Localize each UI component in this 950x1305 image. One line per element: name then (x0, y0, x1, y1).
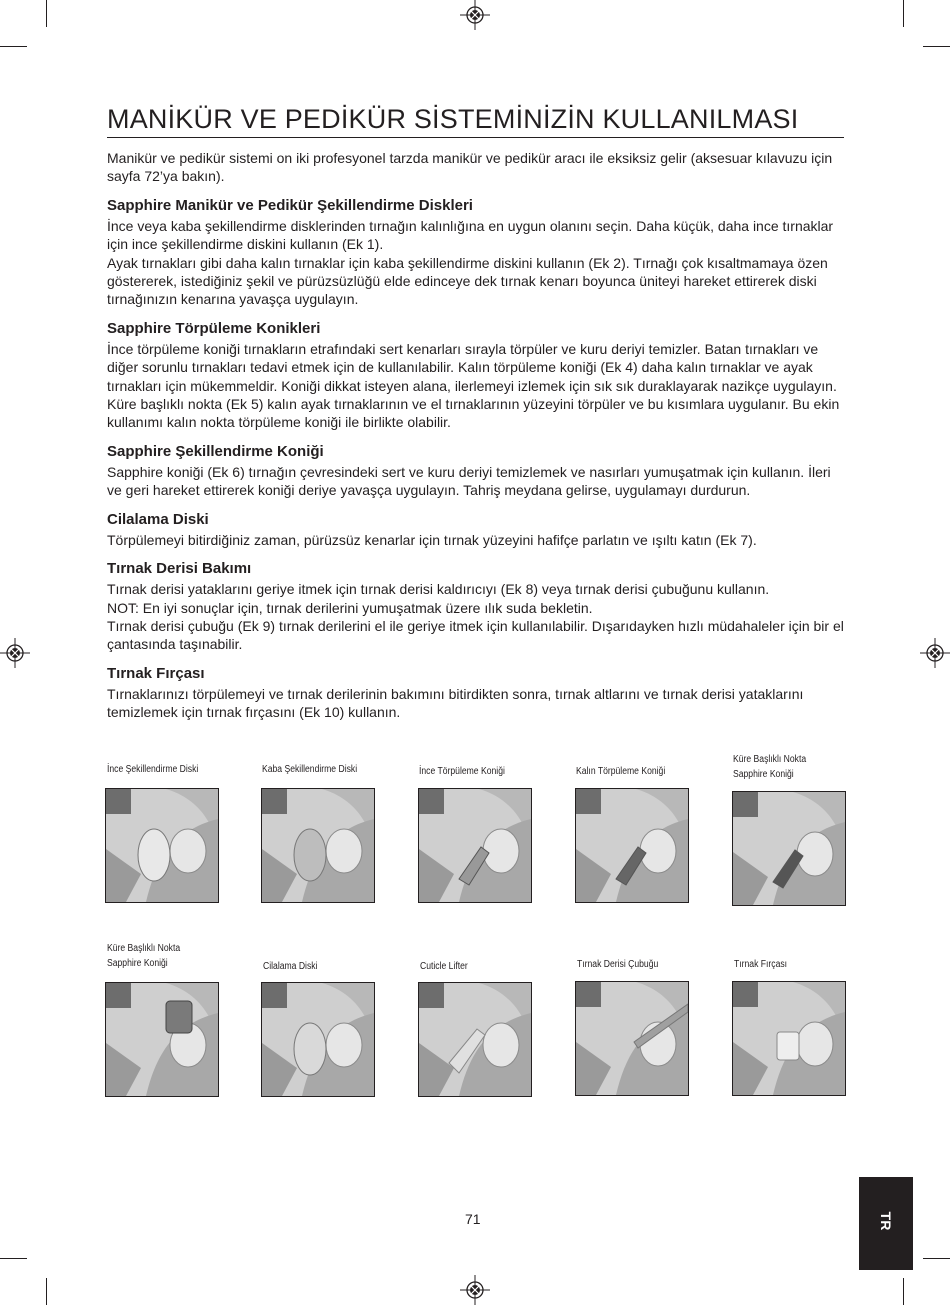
crop-mark (46, 0, 47, 27)
instructions-body (107, 149, 847, 722)
registration-mark-icon (460, 1275, 490, 1305)
figure-photo (105, 788, 219, 903)
section-heading-nail-brush: Tırnak Fırçası (107, 664, 205, 682)
figure-number-box (419, 983, 444, 1008)
crop-mark (46, 1278, 47, 1305)
figure-number-box (733, 982, 758, 1007)
language-tab (859, 1177, 913, 1270)
figure-number-box (419, 789, 444, 814)
figure-photo (261, 982, 375, 1097)
figure-number-box (733, 792, 758, 817)
registration-mark-icon (460, 0, 490, 30)
figure-photo (575, 981, 689, 1096)
section-paragraph: Tırnak derisi çubuğu (Ek 9) tırnak derilerini el ile geriye itmek için kullanılabilir. Dışarıdayken hızlı müdahaleler için bir el çantasında taşınabilir. (107, 617, 844, 653)
figure-photo (105, 982, 219, 1097)
figure-caption: Küre Başlıklı Nokta Sapphire Koniği (107, 943, 181, 969)
section-paragraph: İnce veya kaba şekillendirme disklerinden tırnağın kalınlığına en uygun olanını seçin. Daha küçük, daha ince tırnaklar için ince şekillendirme diskini kullanın (Ek 1). (107, 217, 834, 253)
page-number: 71 (465, 1211, 481, 1227)
figure-caption: Küre Başlıklı Nokta Sapphire Koniği (733, 754, 807, 780)
title-divider (107, 137, 844, 138)
section-heading-cuticle-care: Tırnak Derisi Bakımı (107, 560, 252, 578)
section-paragraph: Sapphire koniği (Ek 6) tırnağın çevresindeki sert ve kuru deriyi temizlemek ve nasırları yumuşatmak için kullanın. İleri ve geri hareket ettirerek koniği deriye yavaşça uygulayın. Tahriş meydana gelirse, uygulamayı durdurun. (107, 463, 831, 499)
figure-photo (418, 788, 532, 903)
figure-caption: Cuticle Lifter (420, 961, 468, 972)
figure-caption: Kaba Şekillendirme Diski (262, 764, 358, 775)
section-heading-shaping-cone: Sapphire Şekillendirme Koniği (107, 442, 324, 460)
page-title: MANİKÜR VE PEDİKÜR SİSTEMİNİZİN KULLANILMASI (107, 104, 799, 134)
section-note: NOT: En iyi sonuçlar için, tırnak derilerini yumuşatmak üzere ılık suda bekletin. (107, 599, 593, 616)
section-heading-shaping-discs: Sapphire Manikür ve Pedikür Şekillendirme Diskleri (107, 196, 473, 214)
intro-paragraph: Manikür ve pedikür sistemi on iki profesyonel tarzda manikür ve pedikür aracı ile eksiksiz gelir (aksesuar kılavuzu için sayfa 72’ya bakın). (107, 150, 833, 185)
figure-caption: Tırnak Derisi Çubuğu (577, 959, 659, 970)
figure-caption: İnce Şekillendirme Diski (107, 764, 199, 775)
figure-number-box (262, 983, 287, 1008)
figure-photo (732, 981, 846, 1096)
crop-mark (903, 0, 904, 27)
section-paragraph: Tırnaklarınızı törpülemeyi ve tırnak derilerinin bakımını bitirdikten sonra, tırnak altlarını ve tırnak derisi yataklarını temizlemek için tırnak fırçasını (Ek 10) kullanın. (107, 685, 804, 721)
figure-photo (575, 788, 689, 903)
figure-caption: Cilalama Diski (263, 961, 318, 972)
figure-number-box (106, 983, 131, 1008)
section-paragraph: Törpülemeyi bitirdiğiniz zaman, pürüzsüz kenarlar için tırnak yüzeyini hafifçe parlatın ve ışıltı katın (Ek 7). (107, 531, 757, 548)
crop-mark (923, 1258, 950, 1259)
section-paragraph: Ayak tırnakları gibi daha kalın tırnaklar için kaba şekillendirme diskini kullanın (Ek 2). Tırnağı çok kısaltmamaya özen göstererek, istediğiniz şekil ve pürüzsüzlüğü elde edinceye dek tırnak kenarı boyunca üniteyi hareket ettirerek diski tırnağınızın kenarına yavaşça uygulayın. (107, 254, 828, 308)
crop-mark (923, 46, 950, 47)
section-paragraph: İnce törpüleme koniği tırnakların etrafındaki sert kenarları sırayla törpüler ve kuru deriyi temizler. Batan tırnakları ve diğer sorunlu tırnakları tedavi etmek için de kullanılabilir. Kalın törpüleme koniği (Ek 4) daha kalın tırnaklar ve ayak tırnakları için mükemmeldir. Koniği dikkat isteyen alana, ilerlemeyi izlemek için sık sık duraklayarak nazikçe uygulayın. Küre başlıklı nokta (Ek 5) kalın ayak tırnaklarının ve el tırnaklarının yüzeyini törpüler ve bu kısımlara uygulanır. Bu ekin kullanımı kalın nokta törpüleme koniği ile birlikte olabilir. (107, 340, 840, 431)
figure-number-box (262, 789, 287, 814)
registration-mark-icon (0, 638, 30, 668)
figure-photo (261, 788, 375, 903)
figure-photo (732, 791, 846, 906)
section-heading-filing-cones: Sapphire Törpüleme Konikleri (107, 319, 321, 337)
figure-number-box (576, 789, 601, 814)
crop-mark (0, 46, 27, 47)
figure-caption: İnce Törpüleme Koniği (419, 766, 505, 777)
section-heading-buffing-disc: Cilalama Diski (107, 510, 209, 528)
language-tab-label: TR (878, 1211, 894, 1231)
registration-mark-icon (920, 638, 950, 668)
figure-caption: Tırnak Fırçası (734, 959, 788, 970)
crop-mark (903, 1278, 904, 1305)
figure-number-box (106, 789, 131, 814)
figure-number-box (576, 982, 601, 1007)
figure-photo (418, 982, 532, 1097)
section-paragraph: Tırnak derisi yataklarını geriye itmek için tırnak derisi kaldırıcıyı (Ek 8) veya tırnak derisi çubuğunu kullanın. (107, 581, 770, 598)
crop-mark (0, 1258, 27, 1259)
figure-caption: Kalın Törpüleme Koniği (576, 766, 666, 777)
